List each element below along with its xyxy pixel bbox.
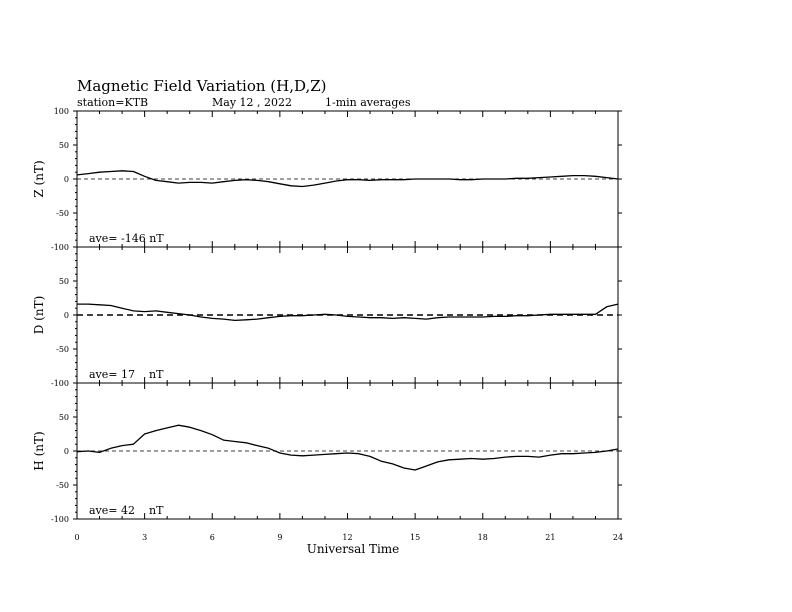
y-axis-label-z: Z (nT) (32, 160, 46, 198)
panels-group (32, 107, 623, 542)
y-tick-label-d: 0 (63, 311, 69, 320)
y-tick-label-z: 50 (58, 141, 69, 150)
x-tick-label: 12 (342, 533, 353, 542)
series-line-h (77, 425, 618, 470)
x-tick-label: 3 (142, 533, 148, 542)
x-tick-label: 6 (209, 533, 215, 542)
average-label-d: ave= 17 nT (89, 368, 164, 381)
panel-frame-z (77, 111, 618, 247)
y-tick-label-h: 50 (58, 413, 69, 422)
x-tick-label: 24 (612, 533, 624, 542)
date-label: May 12 , 2022 (212, 96, 293, 109)
averaging-label: 1-min averages (325, 96, 411, 109)
x-axis-label: Universal Time (306, 542, 400, 556)
y-tick-label-d: -100 (51, 379, 69, 388)
x-tick-label: 18 (477, 533, 488, 542)
average-label-h: ave= 42 nT (89, 504, 164, 517)
y-tick-label-z: 0 (63, 175, 69, 184)
y-tick-label-h: -50 (56, 481, 69, 490)
y-tick-label-h: 0 (63, 447, 69, 456)
y-tick-label-d: -50 (56, 345, 69, 354)
y-tick-label-z: 100 (53, 107, 69, 116)
x-tick-label: 0 (74, 533, 80, 542)
y-tick-label-z: -100 (51, 243, 69, 252)
chart-title: Magnetic Field Variation (H,D,Z) (77, 77, 327, 95)
panel-frame-h (77, 383, 618, 519)
x-tick-label: 21 (545, 533, 556, 542)
x-tick-label: 9 (277, 533, 283, 542)
y-axis-label-d: D (nT) (32, 295, 46, 335)
series-line-z (77, 171, 618, 187)
y-tick-label-h: -100 (51, 515, 69, 524)
station-label: station=KTB (77, 96, 149, 109)
average-label-z: ave= -146 nT (89, 232, 164, 245)
x-tick-label: 15 (410, 533, 421, 542)
series-line-d (77, 304, 618, 320)
y-axis-label-h: H (nT) (32, 431, 46, 471)
y-tick-label-z: -50 (56, 209, 69, 218)
y-tick-label-d: 50 (58, 277, 69, 286)
